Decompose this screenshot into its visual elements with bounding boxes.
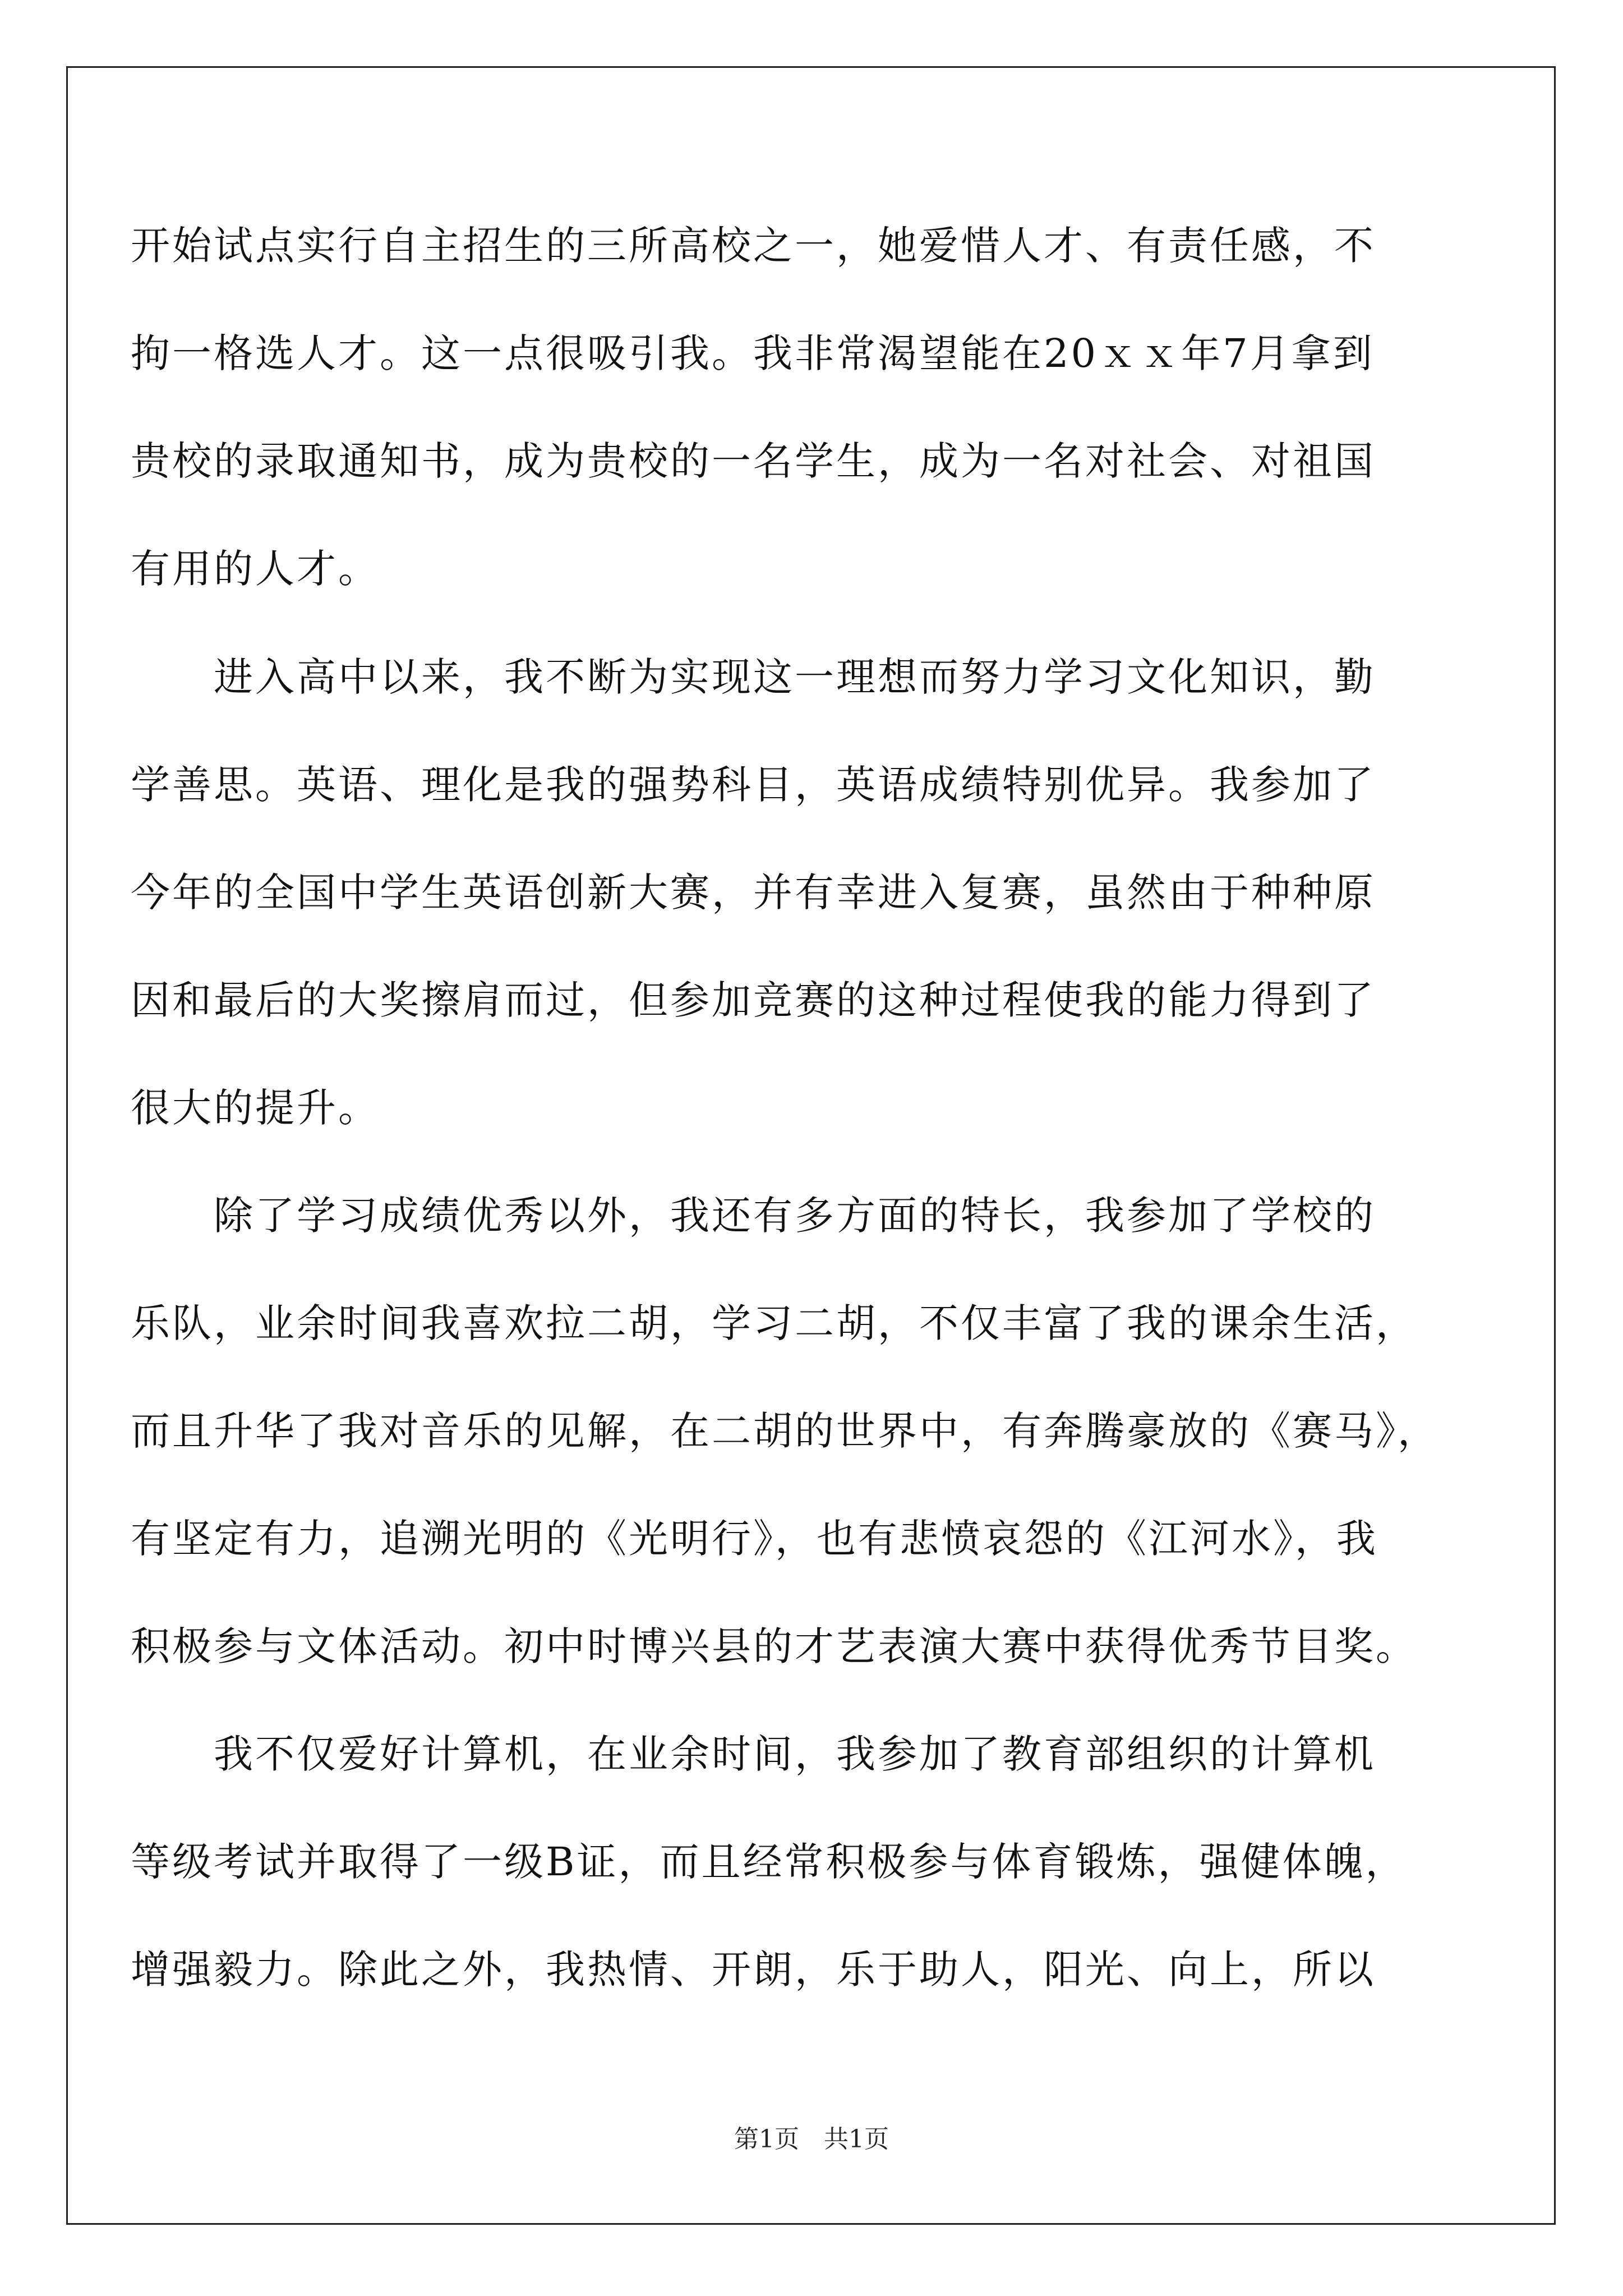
text-line: 进入高中以来，我不断为实现这一理想而努力学习文化知识，勤 (131, 654, 1376, 700)
text-line: 增强毅力。除此之外，我热情、开朗，乐于助人，阳光、向上，所以 (131, 1947, 1376, 1993)
text-line: 积极参与文体活动。初中时博兴县的才艺表演大赛中获得优秀节目奖。 (131, 1623, 1417, 1669)
text-line: 我不仅爱好计算机，在业余时间，我参加了教育部组织的计算机 (131, 1731, 1376, 1777)
text-line: 有坚定有力，追溯光明的《光明行》，也有悲愤哀怨的《江河水》，我 (131, 1516, 1378, 1562)
page-border (66, 66, 1556, 2225)
text-line: 很大的提升。 (131, 1085, 380, 1131)
text-line: 拘一格选人才。这一点很吸引我。我非常渴望能在20ｘｘ年7月拿到 (131, 330, 1375, 376)
text-line: 而且升华了我对音乐的见解，在二胡的世界中，有奔腾豪放的《赛马》， (131, 1408, 1439, 1454)
text-line: 学善思。英语、理化是我的强势科目，英语成绩特别优异。我参加了 (131, 762, 1376, 808)
page-number-footer: 第1页 共1页 (734, 2125, 889, 2154)
text-line: 除了学习成绩优秀以外，我还有多方面的特长，我参加了学校的 (131, 1193, 1376, 1239)
text-line: 乐队，业余时间我喜欢拉二胡，学习二胡，不仅丰富了我的课余生活， (131, 1300, 1417, 1346)
text-line: 因和最后的大奖擦肩而过，但参加竞赛的这种过程使我的能力得到了 (131, 977, 1376, 1023)
text-line: 贵校的录取通知书，成为贵校的一名学生，成为一名对社会、对祖国 (131, 438, 1376, 484)
text-line: 等级考试并取得了一级B证，而且经常积极参与体育锻炼，强健体魄， (131, 1839, 1407, 1885)
text-line: 开始试点实行自主招生的三所高校之一，她爱惜人才、有责任感，不 (131, 223, 1376, 269)
text-line: 有用的人才。 (131, 546, 380, 592)
text-line: 今年的全国中学生英语创新大赛，并有幸进入复赛，虽然由于种种原 (131, 869, 1376, 915)
